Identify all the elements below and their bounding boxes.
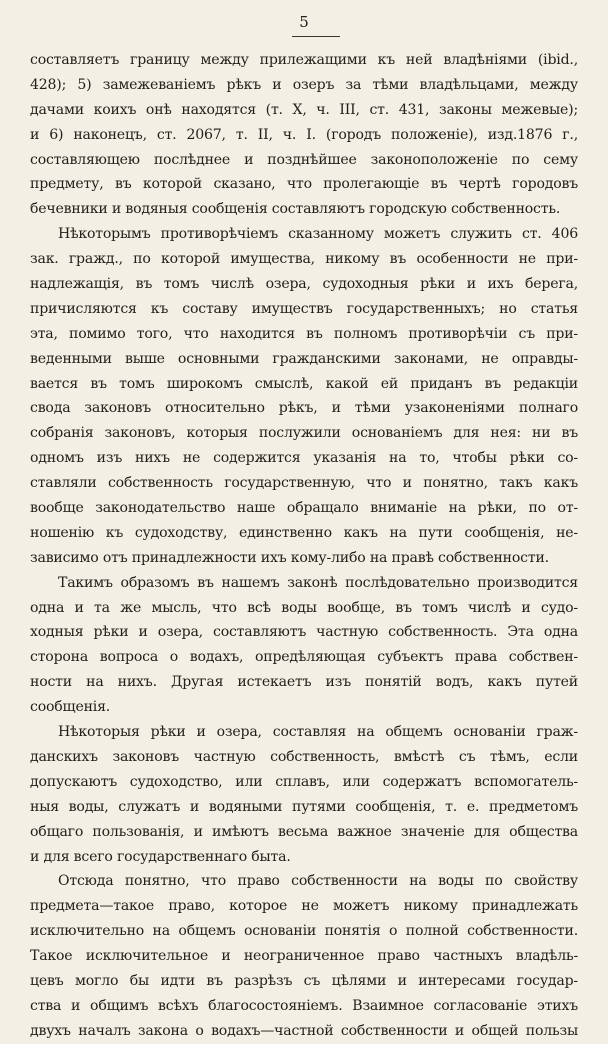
text-line: сторона вопроса о водахъ, опредѣляющая субъектъ права собствен-: [30, 649, 578, 666]
text-line: Такое исключительное и неограниченное право частныхъ владѣль-: [30, 948, 578, 965]
paragraph: [30, 48, 578, 222]
text-line: сообщенія.: [30, 699, 111, 716]
text-line: причисляются къ составу имуществъ государственныхъ; но статья: [30, 300, 578, 317]
page-header: [30, 12, 578, 46]
text-line: ства и общимъ всѣхъ благосостояніемъ. Взаимное согласованіе этихъ: [30, 997, 578, 1014]
text-line: и для всего государственнаго быта.: [30, 848, 291, 865]
text-line: эта, помимо того, что находится въ полномъ противорѣчіи съ при-: [30, 325, 578, 342]
text-line: зак. гражд., по которой имущества, никому въ особенности не при-: [30, 251, 578, 268]
paragraph: [30, 869, 578, 1043]
text-line: дачами коихъ онѣ находятся (т. X, ч. III, ст. 431, законы межевые);: [30, 101, 578, 118]
text-line: ности на нихъ. Другая истекаетъ изъ понятій водъ, какъ путей: [30, 674, 578, 691]
paragraph: [30, 571, 578, 720]
body-text: [30, 48, 578, 1044]
text-line: 428); 5) замежеваніемъ рѣкъ и озеръ за тѣми владѣльцами, между: [30, 76, 578, 93]
text-line: надлежащія, въ томъ числѣ озера, судоходныя рѣки и ихъ берега,: [30, 276, 578, 293]
text-line: ходныя рѣки и озера, составляютъ частную собственность. Эта одна: [30, 624, 578, 641]
text-line: допускаютъ судоходство, или сплавъ, или содержатъ вспомогатель-: [30, 773, 578, 790]
text-line: вообще законодательство наше обращало вниманіе на рѣки, по от-: [30, 500, 578, 517]
text-line: бечевники и водяныя сообщенія составляютъ городскую собственность.: [30, 201, 561, 218]
text-line: ставляли собственность государственную, что и понятно, такъ какъ: [30, 475, 578, 492]
text-line: ныя воды, служатъ и водяными путями сообщенія, т. е. предметомъ: [30, 798, 578, 815]
text-line: исключительно на общемъ основаніи понятія о полной собственности.: [30, 923, 578, 940]
paragraph: [30, 720, 578, 869]
text-line: общаго пользованія, и имѣютъ весьма важное значеніе для общества: [30, 823, 578, 840]
text-line: веденными выше основными гражданскими законами, не оправды-: [30, 350, 578, 367]
text-line: данскихъ законовъ частную собственность, вмѣстѣ съ тѣмъ, если: [30, 748, 578, 765]
text-line: Нѣкоторымъ противорѣчіемъ сказанному можетъ служить ст. 406: [58, 226, 578, 243]
text-line: цевъ могло бы идти въ разрѣзъ съ цѣлями и интересами государ-: [30, 972, 578, 989]
text-line: вается въ томъ широкомъ смыслѣ, какой ей приданъ въ редакціи: [30, 375, 578, 392]
text-line: составляющею послѣднее и позднѣйшее законоположеніе по сему: [30, 151, 578, 168]
text-line: и 6) наконецъ, ст. 2067, т. II, ч. I. (городъ положеніе), изд.1876 г.,: [30, 126, 578, 143]
header-rule: [292, 36, 340, 37]
text-line: Такимъ образомъ въ нашемъ законѣ послѣдовательно производится: [58, 574, 578, 591]
text-line: одна и та же мысль, что всѣ воды вообще, въ томъ числѣ и судо-: [30, 599, 578, 616]
text-line: Нѣкоторыя рѣки и озера, составляя на общемъ основаніи граж-: [58, 724, 578, 741]
text-line: зависимо отъ принадлежности ихъ кому-либо на правѣ собственности.: [30, 549, 549, 566]
page-number: 5: [299, 13, 309, 31]
text-line: двухъ началъ закона о водахъ—частной собственности и общей пользы: [30, 1022, 578, 1039]
text-line: предмету, въ которой сказано, что пролегающіе въ чертѣ городовъ: [30, 176, 578, 193]
text-line: составляетъ границу между прилежащими къ ней владѣніями (ibid.,: [30, 52, 578, 68]
text-line: одномъ изъ нихъ не содержится указанія на то, чтобы рѣки со-: [30, 450, 578, 467]
text-line: свода законовъ относительно рѣкъ, и тѣми узаконеніями полнаго: [30, 400, 578, 417]
text-line: Отсюда понятно, что право собственности на воды по свойству: [58, 873, 578, 890]
text-line: собранія законовъ, которыя послужили основаніемъ для нея: ни въ: [30, 425, 578, 442]
text-line: предмета—такое право, которое не можетъ никому принадлежать: [30, 898, 578, 915]
text-line: ношенію къ судоходству, единственно какъ на пути сообщенія, не-: [30, 524, 578, 541]
paragraph: [30, 222, 578, 570]
